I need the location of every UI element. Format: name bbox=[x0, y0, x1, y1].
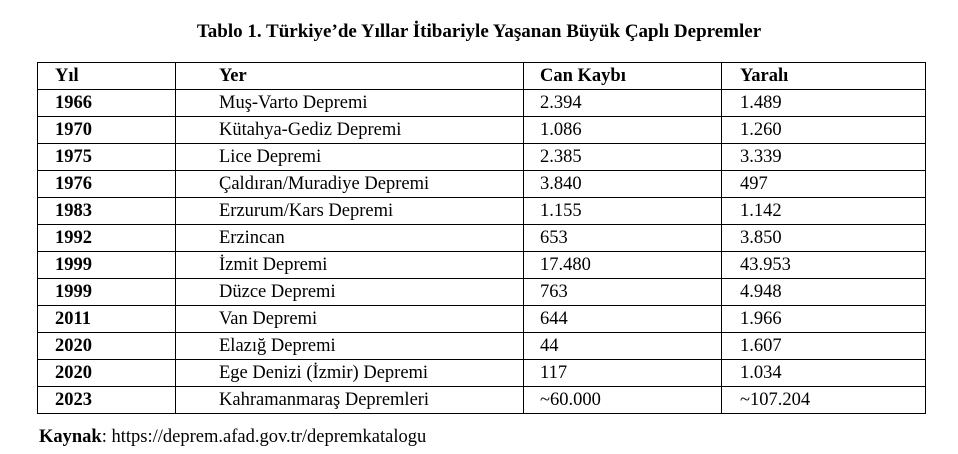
cell-place: Van Depremi bbox=[176, 306, 524, 333]
table-header-row bbox=[38, 63, 926, 90]
cell-casualties: 117 bbox=[524, 360, 722, 387]
cell-injured: 1.142 bbox=[722, 198, 926, 225]
table-row bbox=[38, 171, 926, 198]
cell-year: 1983 bbox=[38, 198, 176, 225]
cell-injured: ~107.204 bbox=[722, 387, 926, 414]
cell-injured: 1.034 bbox=[722, 360, 926, 387]
cell-injured: 1.260 bbox=[722, 117, 926, 144]
cell-year: 1970 bbox=[38, 117, 176, 144]
cell-year: 2020 bbox=[38, 360, 176, 387]
source-separator: : bbox=[101, 427, 112, 447]
cell-casualties: 44 bbox=[524, 333, 722, 360]
cell-place: Muş-Varto Depremi bbox=[176, 90, 524, 117]
source-url: https://deprem.afad.gov.tr/depremkatalogu bbox=[111, 427, 427, 447]
cell-place: Düzce Depremi bbox=[176, 279, 524, 306]
cell-casualties: 2.385 bbox=[524, 144, 722, 171]
cell-year: 1976 bbox=[38, 171, 176, 198]
header-injured: Yaralı bbox=[722, 63, 926, 90]
table-row bbox=[38, 225, 926, 252]
cell-year: 1966 bbox=[38, 90, 176, 117]
cell-place: Erzurum/Kars Depremi bbox=[176, 198, 524, 225]
table-row bbox=[38, 117, 926, 144]
cell-injured: 4.948 bbox=[722, 279, 926, 306]
cell-place: İzmit Depremi bbox=[176, 252, 524, 279]
cell-place: Lice Depremi bbox=[176, 144, 524, 171]
cell-year: 1999 bbox=[38, 279, 176, 306]
earthquake-table bbox=[37, 62, 926, 414]
table-title: Tablo 1. Türkiye’de Yıllar İtibariyle Yaşanan Büyük Çaplı Depremler bbox=[196, 21, 762, 42]
cell-year: 2023 bbox=[38, 387, 176, 414]
cell-casualties: 1.155 bbox=[524, 198, 722, 225]
table-row bbox=[38, 360, 926, 387]
cell-injured: 43.953 bbox=[722, 252, 926, 279]
table-row bbox=[38, 333, 926, 360]
cell-injured: 3.339 bbox=[722, 144, 926, 171]
cell-injured: 3.850 bbox=[722, 225, 926, 252]
cell-casualties: 763 bbox=[524, 279, 722, 306]
source-label: Kaynak bbox=[39, 427, 102, 447]
cell-casualties: 653 bbox=[524, 225, 722, 252]
cell-place: Kahramanmaraş Depremleri bbox=[176, 387, 524, 414]
table-row bbox=[38, 387, 926, 414]
cell-injured: 1.966 bbox=[722, 306, 926, 333]
table-row bbox=[38, 90, 926, 117]
cell-year: 1999 bbox=[38, 252, 176, 279]
cell-injured: 1.489 bbox=[722, 90, 926, 117]
cell-injured: 1.607 bbox=[722, 333, 926, 360]
cell-place: Ege Denizi (İzmir) Depremi bbox=[176, 360, 524, 387]
table-row bbox=[38, 306, 926, 333]
cell-year: 1975 bbox=[38, 144, 176, 171]
cell-casualties: 17.480 bbox=[524, 252, 722, 279]
cell-injured: 497 bbox=[722, 171, 926, 198]
table-row bbox=[38, 252, 926, 279]
cell-casualties: 1.086 bbox=[524, 117, 722, 144]
cell-year: 1992 bbox=[38, 225, 176, 252]
cell-place: Erzincan bbox=[176, 225, 524, 252]
table-row bbox=[38, 198, 926, 225]
cell-place: Kütahya-Gediz Depremi bbox=[176, 117, 524, 144]
cell-place: Elazığ Depremi bbox=[176, 333, 524, 360]
cell-casualties: 2.394 bbox=[524, 90, 722, 117]
header-year: Yıl bbox=[38, 63, 176, 90]
table-row bbox=[38, 144, 926, 171]
source-note bbox=[39, 426, 426, 448]
header-casualties: Can Kaybı bbox=[524, 63, 722, 90]
cell-casualties: ~60.000 bbox=[524, 387, 722, 414]
cell-year: 2011 bbox=[38, 306, 176, 333]
cell-place: Çaldıran/Muradiye Depremi bbox=[176, 171, 524, 198]
header-place: Yer bbox=[176, 63, 524, 90]
cell-casualties: 3.840 bbox=[524, 171, 722, 198]
cell-year: 2020 bbox=[38, 333, 176, 360]
table-row bbox=[38, 279, 926, 306]
cell-casualties: 644 bbox=[524, 306, 722, 333]
